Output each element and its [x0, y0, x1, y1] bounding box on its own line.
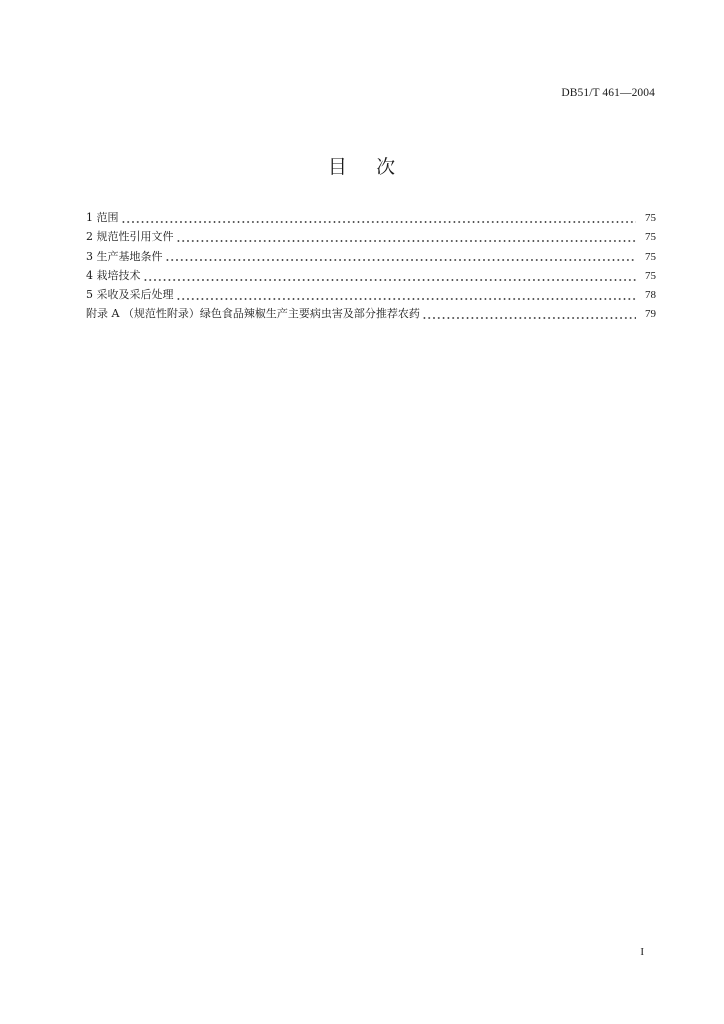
- dot-leader: [422, 317, 636, 319]
- toc-entry-appendix-a[interactable]: [86, 304, 656, 323]
- dot-leader: [143, 279, 637, 281]
- toc-entry-page: 75: [645, 212, 656, 224]
- page-title: 目 次: [327, 156, 397, 178]
- toc-entry-page: 75: [645, 250, 656, 263]
- toc-entry-label: 5 采收及采后处理: [86, 288, 174, 302]
- toc-entry-label: 附录 A （规范性附录）绿色食品辣椒生产主要病虫害及部分推荐农药: [86, 307, 420, 321]
- dot-leader: [176, 298, 637, 300]
- toc-entry-harvest[interactable]: [86, 285, 656, 304]
- toc-entry-page: 79: [645, 308, 656, 321]
- toc-entry-page: 78: [645, 289, 656, 302]
- toc-entry-cultivation[interactable]: [86, 266, 656, 285]
- toc-entry-page: 75: [645, 269, 656, 282]
- dot-leader: [121, 221, 637, 223]
- toc-entry-scope[interactable]: [86, 208, 656, 227]
- page-number: I: [640, 946, 644, 958]
- toc-entry-normative-references[interactable]: [86, 227, 656, 246]
- dot-leader: [176, 240, 637, 242]
- table-of-contents: [86, 208, 656, 324]
- toc-entry-label: 3 生产基地条件: [86, 249, 163, 263]
- toc-entry-label: 2 规范性引用文件: [86, 230, 174, 244]
- toc-entry-label: 1 范围: [86, 211, 119, 224]
- toc-entry-production-base[interactable]: [86, 247, 656, 266]
- document-code: DB51/T 461—2004: [561, 87, 655, 99]
- dot-leader: [165, 259, 637, 261]
- toc-entry-label: 4 栽培技术: [86, 268, 141, 282]
- toc-entry-page: 75: [645, 231, 656, 244]
